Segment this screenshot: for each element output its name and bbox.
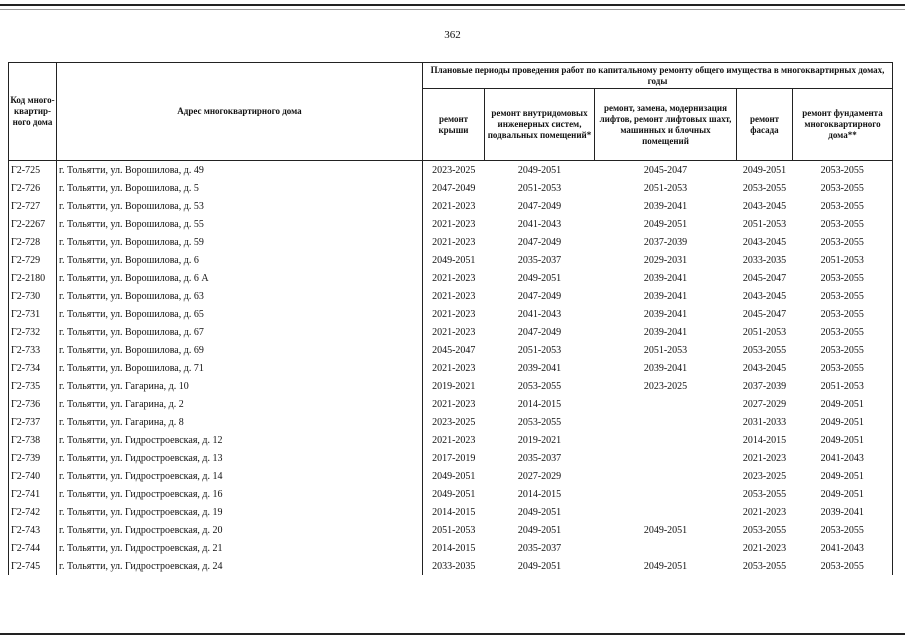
cell-address: г. Тольятти, ул. Ворошилова, д. 53 (57, 197, 423, 215)
cell-facade: 2014-2015 (742, 434, 787, 446)
cell-foundation: 2053-2055 (793, 269, 893, 287)
cell-code: Г2-745 (9, 557, 57, 575)
cell-address: г. Тольятти, ул. Гагарина, д. 8 (57, 413, 423, 431)
cell-code: Г2-731 (9, 305, 57, 323)
table-row (9, 359, 893, 377)
table-row (9, 431, 893, 449)
cell-roof: 2023-2025 (423, 161, 485, 180)
cell-roof: 2021-2023 (423, 395, 485, 413)
cell-engineering: 2035-2037 (517, 254, 562, 266)
cell-elevators: 2049-2051 (643, 524, 688, 536)
cell-foundation: 2053-2055 (793, 233, 893, 251)
cell-foundation: 2049-2051 (793, 485, 893, 503)
cell-code: Г2-728 (9, 233, 57, 251)
table-row (9, 485, 893, 503)
table-row (9, 179, 893, 197)
cell-code: Г2-725 (9, 161, 57, 180)
cell-facade: 2053-2055 (742, 524, 787, 536)
cell-foundation: 2049-2051 (793, 431, 893, 449)
cell-address: г. Тольятти, ул. Ворошилова, д. 67 (57, 323, 423, 341)
cell-elevators (595, 539, 737, 557)
cell-roof: 2033-2035 (423, 557, 485, 575)
header-facade: ремонт фасада (737, 89, 793, 161)
cell-engineering: 2047-2049 (517, 326, 562, 338)
cell-facade: 2021-2023 (742, 506, 787, 518)
cell-code: Г2-738 (9, 431, 57, 449)
cell-foundation: 2051-2053 (793, 251, 893, 269)
cell-roof: 2021-2023 (423, 359, 485, 377)
header-elevators: ремонт, замена, модернизация лифтов, ремонт лифтовых шахт, машинных и блочных помещений (595, 89, 737, 161)
cell-engineering: 2049-2051 (517, 506, 562, 518)
cell-engineering: 2047-2049 (517, 236, 562, 248)
cell-roof: 2014-2015 (423, 539, 485, 557)
cell-elevators (595, 449, 737, 467)
cell-facade: 2053-2055 (742, 344, 787, 356)
header-engineering: ремонт внутридомовых инженерных систем, подвальных помещений* (485, 89, 595, 161)
cell-facade: 2033-2035 (742, 254, 787, 266)
cell-roof: 2021-2023 (423, 287, 485, 305)
cell-code: Г2-740 (9, 467, 57, 485)
top-border-line-thin (0, 9, 905, 10)
cell-engineering: 2014-2015 (517, 488, 562, 500)
cell-engineering: 2047-2049 (517, 200, 562, 212)
bottom-border-line (0, 633, 905, 635)
cell-roof: 2017-2019 (423, 449, 485, 467)
cell-roof: 2021-2023 (423, 269, 485, 287)
cell-address: г. Тольятти, ул. Ворошилова, д. 59 (57, 233, 423, 251)
cell-elevators (595, 395, 737, 413)
cell-roof: 2049-2051 (423, 467, 485, 485)
cell-roof: 2047-2049 (423, 179, 485, 197)
cell-code: Г2-727 (9, 197, 57, 215)
cell-engineering: 2053-2055 (517, 380, 562, 392)
cell-facade: 2031-2033 (742, 416, 787, 428)
cell-engineering: 2053-2055 (517, 416, 562, 428)
cell-elevators: 2039-2041 (643, 308, 688, 320)
cell-engineering: 2047-2049 (517, 290, 562, 302)
table-row (9, 269, 893, 287)
cell-code: Г2-739 (9, 449, 57, 467)
cell-elevators: 2029-2031 (643, 254, 688, 266)
cell-elevators: 2039-2041 (643, 326, 688, 338)
cell-address: г. Тольятти, ул. Гагарина, д. 10 (57, 377, 423, 395)
cell-address: г. Тольятти, ул. Ворошилова, д. 69 (57, 341, 423, 359)
header-code: Код много-квартир-ного дома (9, 63, 57, 161)
cell-elevators (595, 503, 737, 521)
cell-roof: 2021-2023 (423, 431, 485, 449)
cell-elevators: 2039-2041 (643, 362, 688, 374)
cell-roof: 2021-2023 (423, 197, 485, 215)
cell-facade: 2045-2047 (742, 272, 787, 284)
cell-elevators: 2051-2053 (643, 182, 688, 194)
cell-elevators (595, 413, 737, 431)
cell-address: г. Тольятти, ул. Ворошилова, д. 63 (57, 287, 423, 305)
cell-code: Г2-743 (9, 521, 57, 539)
table-row (9, 413, 893, 431)
cell-foundation: 2053-2055 (793, 197, 893, 215)
cell-address: г. Тольятти, ул. Гидростроевская, д. 14 (57, 467, 423, 485)
table-row (9, 161, 893, 180)
cell-engineering: 2049-2051 (517, 524, 562, 536)
table-row (9, 251, 893, 269)
header-address: Адрес многоквартирного дома (57, 63, 423, 161)
table-row (9, 305, 893, 323)
table-row (9, 233, 893, 251)
cell-foundation: 2051-2053 (793, 377, 893, 395)
cell-engineering: 2041-2043 (517, 218, 562, 230)
cell-foundation: 2053-2055 (793, 215, 893, 233)
cell-code: Г2-733 (9, 341, 57, 359)
top-border-line (0, 4, 905, 6)
repair-schedule-table (8, 62, 893, 575)
table-row (9, 557, 893, 575)
table-row (9, 323, 893, 341)
cell-facade: 2021-2023 (742, 452, 787, 464)
cell-roof: 2023-2025 (423, 413, 485, 431)
table-row (9, 341, 893, 359)
cell-elevators: 2037-2039 (643, 236, 688, 248)
cell-engineering: 2035-2037 (517, 452, 562, 464)
cell-code: Г2-736 (9, 395, 57, 413)
cell-roof: 2049-2051 (423, 251, 485, 269)
cell-address: г. Тольятти, ул. Гидростроевская, д. 19 (57, 503, 423, 521)
cell-foundation: 2053-2055 (793, 179, 893, 197)
table-row (9, 449, 893, 467)
cell-roof: 2021-2023 (423, 215, 485, 233)
cell-engineering: 2051-2053 (517, 182, 562, 194)
cell-address: г. Тольятти, ул. Гидростроевская, д. 12 (57, 431, 423, 449)
table-header (9, 63, 893, 161)
cell-engineering: 2049-2051 (517, 560, 562, 572)
cell-code: Г2-741 (9, 485, 57, 503)
cell-elevators: 2049-2051 (643, 218, 688, 230)
cell-roof: 2014-2015 (423, 503, 485, 521)
cell-address: г. Тольятти, ул. Ворошилова, д. 5 (57, 179, 423, 197)
cell-address: г. Тольятти, ул. Гидростроевская, д. 24 (57, 557, 423, 575)
cell-foundation: 2049-2051 (793, 413, 893, 431)
cell-code: Г2-734 (9, 359, 57, 377)
cell-foundation: 2053-2055 (793, 341, 893, 359)
cell-elevators: 2023-2025 (643, 380, 688, 392)
cell-code: Г2-2180 (9, 269, 57, 287)
cell-elevators: 2049-2051 (643, 560, 688, 572)
cell-foundation: 2049-2051 (793, 395, 893, 413)
cell-address: г. Тольятти, ул. Ворошилова, д. 65 (57, 305, 423, 323)
table-row (9, 503, 893, 521)
cell-engineering: 2041-2043 (517, 308, 562, 320)
table-row (9, 521, 893, 539)
cell-facade: 2049-2051 (737, 161, 793, 180)
cell-address: г. Тольятти, ул. Ворошилова, д. 49 (57, 161, 423, 180)
cell-foundation: 2039-2041 (793, 503, 893, 521)
cell-facade: 2043-2045 (742, 362, 787, 374)
cell-elevators: 2039-2041 (643, 290, 688, 302)
cell-code: Г2-730 (9, 287, 57, 305)
table-row (9, 539, 893, 557)
cell-engineering: 2049-2051 (485, 161, 595, 180)
table-row (9, 197, 893, 215)
cell-elevators: 2039-2041 (643, 200, 688, 212)
cell-foundation: 2053-2055 (793, 305, 893, 323)
cell-facade: 2023-2025 (742, 470, 787, 482)
cell-address: г. Тольятти, ул. Гагарина, д. 2 (57, 395, 423, 413)
cell-facade: 2053-2055 (742, 488, 787, 500)
cell-facade: 2043-2045 (742, 290, 787, 302)
header-roof: ремонт крыши (423, 89, 485, 161)
cell-roof: 2021-2023 (423, 233, 485, 251)
cell-foundation: 2053-2055 (793, 161, 893, 180)
table-row (9, 215, 893, 233)
cell-address: г. Тольятти, ул. Ворошилова, д. 6 А (57, 269, 423, 287)
cell-code: Г2-737 (9, 413, 57, 431)
cell-facade: 2043-2045 (742, 236, 787, 248)
cell-engineering: 2035-2037 (517, 542, 562, 554)
header-periods: Плановые периоды проведения работ по капитальному ремонту общего имущества в многоквартирных домах, годы (423, 63, 893, 89)
cell-foundation: 2053-2055 (793, 521, 893, 539)
cell-engineering: 2049-2051 (517, 272, 562, 284)
table-row (9, 395, 893, 413)
cell-engineering: 2027-2029 (517, 470, 562, 482)
cell-code: Г2-726 (9, 179, 57, 197)
cell-engineering: 2039-2041 (517, 362, 562, 374)
cell-facade: 2051-2053 (742, 218, 787, 230)
cell-address: г. Тольятти, ул. Гидростроевская, д. 20 (57, 521, 423, 539)
table-row (9, 287, 893, 305)
cell-facade: 2043-2045 (742, 200, 787, 212)
cell-elevators: 2045-2047 (595, 161, 737, 180)
cell-facade: 2053-2055 (742, 560, 787, 572)
cell-foundation: 2053-2055 (793, 323, 893, 341)
table-row (9, 467, 893, 485)
cell-facade: 2045-2047 (742, 308, 787, 320)
cell-elevators (595, 431, 737, 449)
cell-elevators (595, 485, 737, 503)
cell-code: Г2-735 (9, 377, 57, 395)
cell-code: Г2-2267 (9, 215, 57, 233)
cell-address: г. Тольятти, ул. Гидростроевская, д. 13 (57, 449, 423, 467)
cell-address: г. Тольятти, ул. Гидростроевская, д. 16 (57, 485, 423, 503)
table-body (9, 161, 893, 576)
cell-code: Г2-732 (9, 323, 57, 341)
cell-foundation: 2053-2055 (793, 287, 893, 305)
cell-facade: 2027-2029 (742, 398, 787, 410)
cell-address: г. Тольятти, ул. Гидростроевская, д. 21 (57, 539, 423, 557)
cell-elevators (595, 467, 737, 485)
cell-foundation: 2049-2051 (793, 467, 893, 485)
cell-address: г. Тольятти, ул. Ворошилова, д. 6 (57, 251, 423, 269)
cell-roof: 2021-2023 (423, 305, 485, 323)
cell-elevators: 2051-2053 (643, 344, 688, 356)
cell-facade: 2053-2055 (742, 182, 787, 194)
cell-engineering: 2014-2015 (517, 398, 562, 410)
cell-address: г. Тольятти, ул. Ворошилова, д. 71 (57, 359, 423, 377)
cell-roof: 2021-2023 (423, 323, 485, 341)
cell-facade: 2021-2023 (742, 542, 787, 554)
cell-code: Г2-744 (9, 539, 57, 557)
cell-code: Г2-742 (9, 503, 57, 521)
cell-facade: 2037-2039 (742, 380, 787, 392)
cell-engineering: 2051-2053 (517, 344, 562, 356)
cell-foundation: 2041-2043 (793, 449, 893, 467)
cell-roof: 2049-2051 (423, 485, 485, 503)
cell-roof: 2045-2047 (423, 341, 485, 359)
cell-roof: 2019-2021 (423, 377, 485, 395)
table-row (9, 377, 893, 395)
cell-code: Г2-729 (9, 251, 57, 269)
page-number: 362 (444, 29, 461, 41)
cell-roof: 2051-2053 (423, 521, 485, 539)
cell-address: г. Тольятти, ул. Ворошилова, д. 55 (57, 215, 423, 233)
cell-foundation: 2041-2043 (793, 539, 893, 557)
cell-foundation: 2053-2055 (793, 359, 893, 377)
cell-engineering: 2019-2021 (517, 434, 562, 446)
cell-elevators: 2039-2041 (643, 272, 688, 284)
header-foundation: ремонт фундамента многоквартирного дома** (793, 89, 893, 161)
cell-foundation: 2053-2055 (793, 557, 893, 575)
cell-facade: 2051-2053 (742, 326, 787, 338)
